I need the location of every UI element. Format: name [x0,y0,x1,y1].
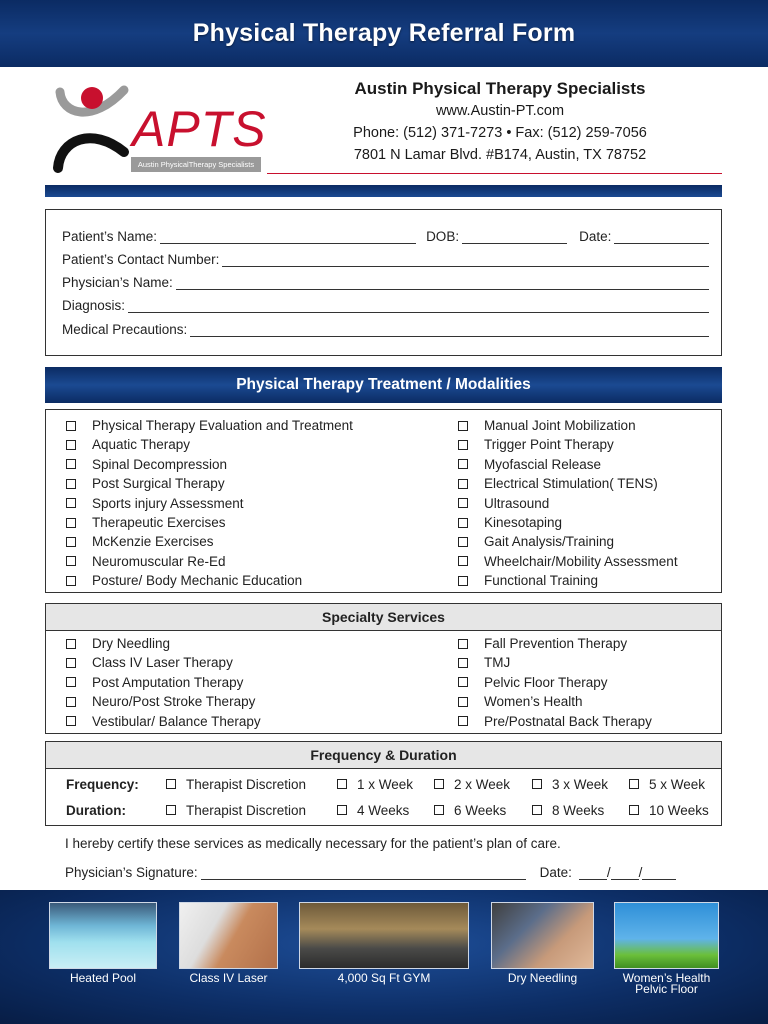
specialty-option[interactable]: Class IV Laser Therapy [66,653,261,672]
checkbox[interactable] [66,440,76,450]
treatment-option[interactable]: McKenzie Exercises [66,532,353,551]
frequency-row [66,774,726,794]
checkbox[interactable] [434,805,444,815]
frequency-label: Frequency: [66,776,139,792]
header-blue-bar [45,185,722,197]
caption-dry-needling: Dry Needling [507,971,578,985]
checkbox[interactable] [66,518,76,528]
checkbox[interactable] [458,421,468,431]
heated-pool-photo [49,902,157,969]
physician-row [62,270,709,290]
date-year-field[interactable] [642,866,676,880]
checkbox[interactable] [66,677,76,687]
signature-field[interactable] [201,866,526,880]
signature-label: Physician’s Signature: [65,865,198,880]
company-website[interactable]: www.Austin-PT.com [435,103,565,119]
checkbox[interactable] [629,779,639,789]
checkbox[interactable] [458,716,468,726]
physician-field[interactable] [176,276,709,290]
frequency-option[interactable]: 3 x Week [532,777,608,792]
specialty-option[interactable]: Fall Prevention Therapy [458,634,652,653]
checkbox[interactable] [66,459,76,469]
specialty-option[interactable]: Vestibular/ Balance Therapy [66,712,261,731]
treatment-option[interactable]: Neuromuscular Re-Ed [66,552,353,571]
duration-row [66,800,726,820]
treatment-box [45,409,722,593]
patient-info-box [45,209,722,356]
diagnosis-field[interactable] [128,299,709,313]
frequency-header [45,741,722,769]
contact-field[interactable] [222,253,709,267]
title-banner [0,0,768,67]
treatment-header [45,367,722,403]
apts-figure-icon [52,80,132,180]
checkbox[interactable] [166,779,176,789]
company-phone-fax: Phone: (512) 371-7273 • Fax: (512) 259-7056 [353,125,647,141]
checkbox[interactable] [458,537,468,547]
womens-health-photo [614,902,719,969]
frequency-option[interactable]: Therapist Discretion [166,777,306,792]
checkbox[interactable] [458,658,468,668]
frequency-header-title: Frequency & Duration [310,747,457,763]
checkbox[interactable] [458,576,468,586]
treatment-option[interactable]: Therapeutic Exercises [66,513,353,532]
treatment-option[interactable]: Manual Joint Mobilization [458,416,678,435]
checkbox[interactable] [458,518,468,528]
apts-logo [52,80,267,180]
treatment-header-title: Physical Therapy Treatment / Modalities [236,376,531,393]
frequency-option[interactable]: 1 x Week [337,777,413,792]
treatment-option[interactable]: Myofascial Release [458,455,678,474]
duration-label: Duration: [66,802,126,818]
specialty-header-title: Specialty Services [322,609,445,625]
signature-date-label: Date: [539,865,572,880]
caption-heated-pool: Heated Pool [69,971,137,985]
logo-wordmark: APTS [132,101,267,157]
precautions-label: Medical Precautions: [62,322,188,337]
checkbox[interactable] [532,805,542,815]
checkbox[interactable] [458,498,468,508]
caption-class-iv-laser: Class IV Laser [189,971,268,985]
patient-name-row [62,224,709,244]
treatment-option[interactable]: Functional Training [458,571,678,590]
date-separator: / [638,865,643,880]
caption-pelvic-floor: Pelvic Floor [635,982,698,996]
specialty-option[interactable]: Pre/Postnatal Back Therapy [458,712,652,731]
specialty-option[interactable]: TMJ [458,653,652,672]
treatment-option[interactable]: Sports injury Assessment [66,494,353,513]
treatment-left-column [66,416,353,591]
checkbox[interactable] [434,779,444,789]
contact-label: Patient’s Contact Number: [62,252,220,267]
checkbox[interactable] [458,440,468,450]
date-day-field[interactable] [611,866,639,880]
checkbox[interactable] [66,421,76,431]
checkbox[interactable] [66,556,76,566]
treatment-option[interactable]: Physical Therapy Evaluation and Treatment [66,416,353,435]
specialty-option[interactable]: Neuro/Post Stroke Therapy [66,692,261,711]
treatment-option[interactable]: Kinesotaping [458,513,678,532]
treatment-option[interactable]: Posture/ Body Mechanic Education [66,571,353,590]
gym-photo [299,902,469,969]
specialty-header [45,603,722,631]
checkbox[interactable] [458,677,468,687]
logo-subtitle: Austin PhysicalTherapy Specialists [131,157,261,172]
specialty-option[interactable]: Dry Needling [66,634,261,653]
patient-name-label: Patient’s Name: [62,229,158,244]
duration-option[interactable]: 8 Weeks [532,803,604,818]
patient-name-field[interactable] [160,230,416,244]
treatment-option[interactable]: Spinal Decompression [66,455,353,474]
company-address: 7801 N Lamar Blvd. #B174, Austin, TX 78752 [353,147,647,163]
specialty-option[interactable]: Post Amputation Therapy [66,673,261,692]
checkbox[interactable] [66,697,76,707]
checkbox[interactable] [66,537,76,547]
checkbox[interactable] [458,556,468,566]
company-name: Austin Physical Therapy Specialists [354,79,646,98]
checkbox[interactable] [532,779,542,789]
precautions-field[interactable] [190,323,709,337]
checkbox[interactable] [458,479,468,489]
precautions-row [62,317,709,337]
signature-row [65,860,690,880]
date-field[interactable] [614,230,709,244]
treatment-option[interactable]: Electrical Stimulation( TENS) [458,474,678,493]
treatment-option[interactable]: Wheelchair/Mobility Assessment [458,552,678,571]
specialty-left-column [66,634,261,731]
caption-womens-health: Women’s Health [622,971,711,985]
frequency-option[interactable]: 2 x Week [434,777,510,792]
dob-field[interactable] [462,230,567,244]
date-separator: / [606,865,611,880]
checkbox[interactable] [458,697,468,707]
date-month-field[interactable] [579,866,607,880]
physician-label: Physician’s Name: [62,275,173,290]
checkbox[interactable] [629,805,639,815]
specialty-box [45,630,722,734]
specialty-right-column [458,634,652,731]
form-title: Physical Therapy Referral Form [192,19,576,47]
frequency-option[interactable]: 5 x Week [629,777,705,792]
specialty-option[interactable]: Women’s Health [458,692,652,711]
treatment-right-column [458,416,678,591]
duration-option[interactable]: 6 Weeks [434,803,506,818]
treatment-option[interactable]: Post Surgical Therapy [66,474,353,493]
checkbox[interactable] [337,805,347,815]
caption-gym: 4,000 Sq Ft GYM [337,971,431,985]
checkbox[interactable] [66,576,76,586]
treatment-option[interactable]: Gait Analysis/Training [458,532,678,551]
checkbox[interactable] [66,498,76,508]
footer-banner [0,890,768,1024]
company-info [330,78,670,166]
checkbox[interactable] [66,639,76,649]
class-iv-laser-photo [179,902,278,969]
diagnosis-row [62,293,709,313]
checkbox[interactable] [337,779,347,789]
treatment-option[interactable]: Trigger Point Therapy [458,435,678,454]
certification-text: I hereby certify these services as medically necessary for the patient’s plan of care. [65,836,561,851]
treatment-option[interactable]: Ultrasound [458,494,678,513]
date-label: Date: [579,229,612,244]
dry-needling-photo [491,902,594,969]
duration-option[interactable]: Therapist Discretion [166,803,306,818]
checkbox[interactable] [458,639,468,649]
duration-option[interactable]: 4 Weeks [337,803,409,818]
dob-label: DOB: [426,229,460,244]
checkbox[interactable] [66,658,76,668]
contact-row [62,247,709,267]
header-divider [267,173,722,174]
checkbox[interactable] [66,716,76,726]
duration-option[interactable]: 10 Weeks [629,803,709,818]
checkbox[interactable] [458,459,468,469]
treatment-option[interactable]: Aquatic Therapy [66,435,353,454]
diagnosis-label: Diagnosis: [62,298,126,313]
specialty-option[interactable]: Pelvic Floor Therapy [458,673,652,692]
checkbox[interactable] [166,805,176,815]
checkbox[interactable] [66,479,76,489]
